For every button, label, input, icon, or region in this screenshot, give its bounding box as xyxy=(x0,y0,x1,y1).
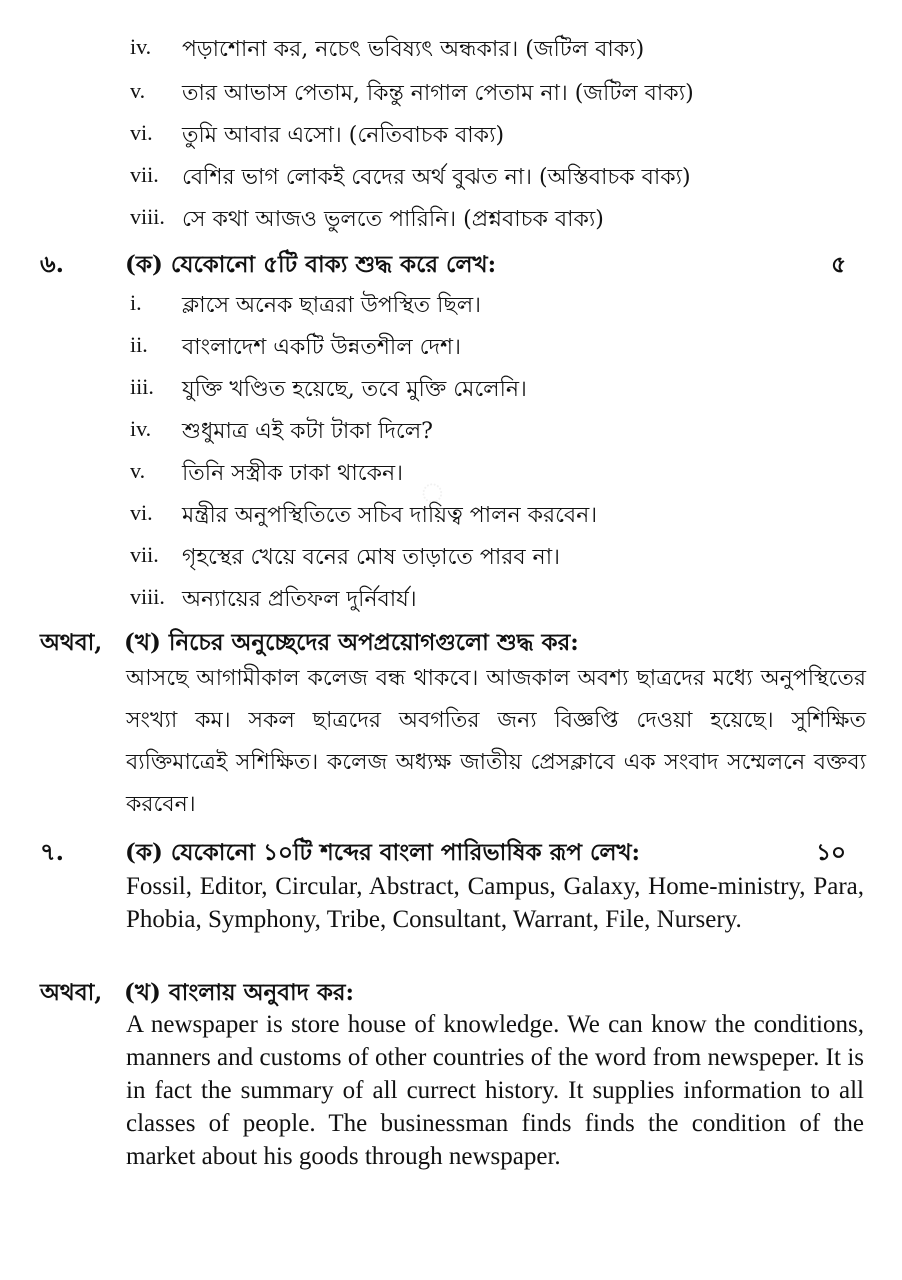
question-marks: ১০ xyxy=(816,839,846,866)
item-text: অন্যায়ের প্রতিফল দুর্নিবার্য। xyxy=(182,587,417,612)
q5-item xyxy=(0,114,902,154)
item-number: vii. xyxy=(130,162,159,187)
item-text: পড়াশোনা কর, নচেৎ ভবিষ্যৎ অন্ধকার। (জটিল বাক্য) xyxy=(182,37,645,62)
item-number: vi. xyxy=(130,500,153,525)
item-number: iv. xyxy=(130,416,152,441)
item-number: iv. xyxy=(130,34,152,59)
item-text: ক্লাসে অনেক ছাত্ররা উপস্থিত ছিল। xyxy=(182,293,482,318)
item-number: v. xyxy=(130,78,146,103)
q5-item xyxy=(0,198,902,238)
q6-alternative-header xyxy=(0,620,902,660)
item-number: ii. xyxy=(130,332,148,357)
question-number: ৭. xyxy=(40,837,64,866)
q6-item xyxy=(0,326,902,366)
q6-item xyxy=(0,452,902,492)
q7-alternative-header xyxy=(0,970,902,1010)
q6-item xyxy=(0,578,902,618)
item-number: i. xyxy=(130,290,142,315)
question-heading: (ক) যেকোনো ১০টি শব্দের বাংলা পারিভাষিক রূপ লেখ: xyxy=(125,839,641,866)
question-7-header xyxy=(0,830,902,870)
or-label: অথবা, xyxy=(40,979,103,1006)
item-text: যুক্তি খণ্ডিত হয়েছে, তবে মুক্তি মেলেনি। xyxy=(182,377,527,402)
q6-alternative-paragraph: আসছে আগামীকাল কলেজ বন্ধ থাকবে। আজকাল অবশ্য ছাত্রদের মধ্যে অনুপস্থিতের সংখ্যা কম। সকল ছাত্রদের অবগতির জন্য বিজ্ঞপ্তি দেওয়া হয়েছে। সুশিক্ষিত ব্যক্তিমাত্রেই সশিক্ষিত। কলেজ অধ্যক্ষ জাতীয় প্রেসক্লাবে এক সংবাদ সম্মেলনে বক্তব্য করবেন। xyxy=(126,666,866,817)
q5-item xyxy=(0,28,902,68)
item-number: vii. xyxy=(130,542,159,567)
q5-item xyxy=(0,156,902,196)
item-number: viii. xyxy=(130,584,165,609)
item-text: গৃহস্থের খেয়ে বনের মোষ তাড়াতে পারব না। xyxy=(182,545,560,570)
question-6-header xyxy=(0,242,902,282)
q7-translation-paragraph: A newspaper is store house of knowledge. We can know the conditions, manners and customs of other countries of the word from newspeper. It is in fact the summary of all currect history. It supplies information to all classes of people. The businessman finds finds the condition of the market about his goods through newspaper. xyxy=(126,1011,864,1170)
item-number: viii. xyxy=(130,204,165,229)
item-text: শুধুমাত্র এই কটা টাকা দিলে? xyxy=(182,419,433,444)
alternative-heading: (খ) নিচের অনুচ্ছেদের অপপ্রয়োগগুলো শুদ্ধ কর: xyxy=(124,629,579,656)
q7-word-list: Fossil, Editor, Circular, Abstract, Campus, Galaxy, Home-ministry, Para, Phobia, Symphony, Tribe, Consultant, Warrant, File, Nursery. xyxy=(126,873,864,933)
q6-item xyxy=(0,536,902,576)
item-number: v. xyxy=(130,458,146,483)
item-number: vi. xyxy=(130,120,153,145)
question-number: ৬. xyxy=(40,249,64,278)
or-label: অথবা, xyxy=(40,629,103,656)
item-text: মন্ত্রীর অনুপস্থিতিতে সচিব দায়িত্ব পালন করবেন। xyxy=(182,503,598,528)
watermark: ◌ xyxy=(410,467,453,518)
question-heading: (ক) যেকোনো ৫টি বাক্য শুদ্ধ করে লেখ: xyxy=(125,251,497,278)
item-text: বাংলাদেশ একটি উন্নতশীল দেশ। xyxy=(182,335,461,360)
question-marks: ৫ xyxy=(831,251,846,278)
item-text: তুমি আবার এসো। (নেতিবাচক বাক্য) xyxy=(182,123,505,148)
alternative-heading: (খ) বাংলায় অনুবাদ কর: xyxy=(124,979,355,1006)
item-text: বেশির ভাগ লোকই বেদের অর্থ বুঝত না। (অস্তিবাচক বাক্য) xyxy=(182,165,691,190)
q6-item xyxy=(0,410,902,450)
item-text: সে কথা আজও ভুলতে পারিনি। (প্রশ্নবাচক বাক্য) xyxy=(182,207,604,232)
q5-item xyxy=(0,72,902,112)
q6-item xyxy=(0,368,902,408)
q6-item xyxy=(0,494,902,534)
item-text: তিনি সস্ত্রীক ঢাকা থাকেন। xyxy=(182,461,404,486)
item-text: তার আভাস পেতাম, কিন্তু নাগাল পেতাম না। (জটিল বাক্য) xyxy=(182,81,694,106)
q6-item xyxy=(0,284,902,324)
item-number: iii. xyxy=(130,374,154,399)
